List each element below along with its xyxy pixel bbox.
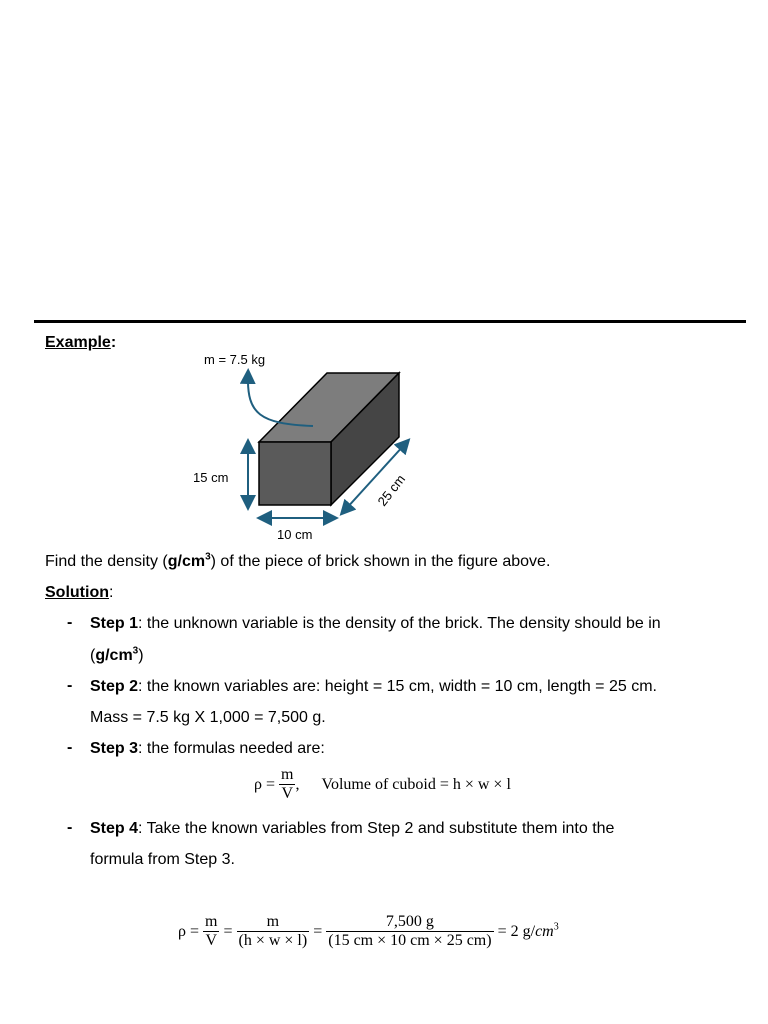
bullet-dash: -	[67, 677, 73, 694]
bullet-dash: -	[67, 614, 73, 631]
bullet-dash: -	[67, 739, 73, 756]
fraction-m-over-hwl: $\frac{m}{(h \times w \times l)}$	[238, 913, 308, 949]
result: 2 $g/cm^3$	[510, 921, 559, 940]
formula-density-volume: ρ = $\frac{m}{V}$ , Volume of cuboid = h × w × l	[254, 766, 511, 802]
height-label: 15 cm	[193, 470, 229, 485]
length-label: 25 cm	[374, 471, 409, 509]
question-text: Find the density $(g/cm^3)$ of the piece of brick shown in the figure above.	[45, 551, 551, 570]
brick-front-face	[259, 442, 331, 505]
step-2: Step 2: the known variables are: height = 15 cm, width = 10 cm, length = 25 cm.	[90, 678, 657, 695]
volume-formula: Volume of cuboid = h × w × l	[321, 775, 511, 793]
fraction-m-over-v: $\frac{m}{V}$	[281, 766, 294, 802]
step-2-mass: Mass = 7.5 kg X 1,000 = 7,500 g.	[90, 709, 326, 726]
width-label: 10 cm	[277, 527, 313, 542]
step-1-unit: $(g/cm^3)$	[90, 645, 144, 664]
step-4-line2: formula from Step 3.	[90, 851, 235, 868]
example-label: Example	[45, 334, 111, 351]
solution-heading: Solution:	[45, 584, 114, 601]
fraction-m-over-v: $\frac{m}{V}$	[205, 913, 218, 949]
example-heading: Example:	[45, 334, 117, 351]
brick-figure	[0, 340, 460, 550]
horizontal-rule	[34, 320, 746, 323]
step-4: Step 4: Take the known variables from Step 2 and substitute them into the	[90, 820, 615, 837]
formula-substitution: ρ = $\frac{m}{V}$ = $\frac{m}{(h \times w \times l)}$ = $\frac{7,500 g}{(15 cm \times 10 cm \times 25 cm)}$ = 2 $g/cm^3$	[178, 913, 559, 949]
fraction-values: $\frac{7,500 g}{(15 cm \times 10 cm \times 25 cm)}$	[328, 913, 492, 949]
step-1: Step 1: the unknown variable is the density of the brick. The density should be in	[90, 615, 661, 632]
step-3: Step 3: the formulas needed are:	[90, 740, 325, 757]
mass-label: m = 7.5 kg	[204, 352, 266, 367]
bullet-dash: -	[67, 819, 73, 836]
